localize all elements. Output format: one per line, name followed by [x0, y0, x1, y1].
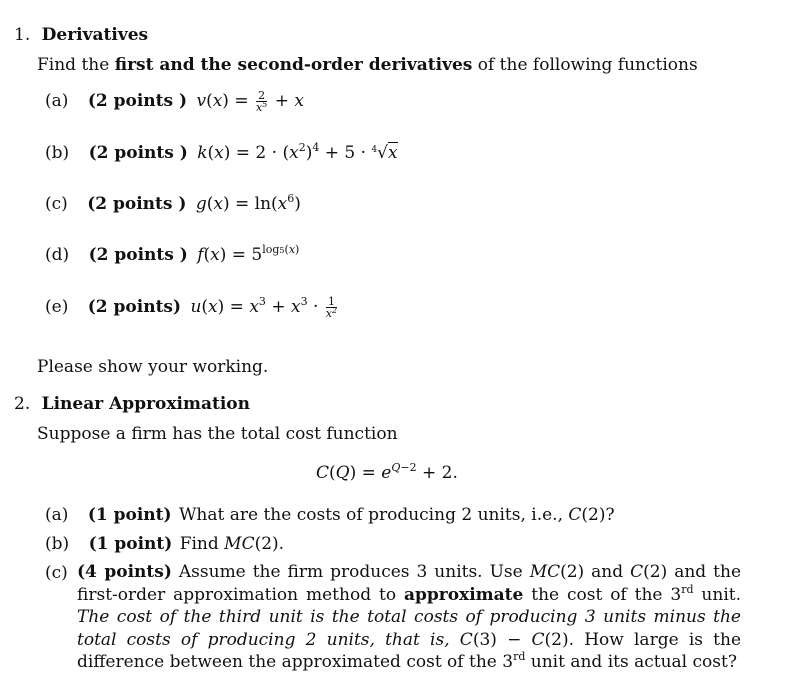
section-2-number: 2. [14, 394, 31, 414]
item-label: (a) [45, 505, 69, 525]
item-label: (c) [45, 194, 68, 214]
section-2-heading [14, 393, 250, 415]
item-expression: v(x) = $\frac{2}{x^5}$ + x [196, 89, 304, 114]
section-1-title: Derivatives [41, 25, 149, 45]
item-points: (2 points ) [88, 143, 188, 163]
question-2b [45, 533, 284, 555]
section-2-intro: Suppose a firm has the total cost function [37, 424, 398, 444]
item-label: (b) [45, 534, 70, 554]
question-1d [45, 244, 299, 266]
item-points: (2 points ) [87, 194, 187, 214]
item-points: (1 point) [88, 534, 173, 554]
item-points: (2 points ) [88, 245, 188, 265]
question-2c-label [45, 562, 68, 584]
intro-start: Find the [37, 55, 115, 75]
section-1-footer: Please show your working. [37, 357, 269, 377]
question-1b [45, 142, 398, 164]
item-label: (a) [45, 91, 69, 111]
item-points: (2 points ) [87, 91, 188, 111]
item-points: (1 point) [87, 505, 172, 525]
question-1e [45, 296, 339, 319]
item-label: (b) [45, 143, 70, 163]
item-expression: $f(x) = 5^{log5(x)}$ [197, 243, 300, 265]
item-text: Assume the firm produces 3 units. Use MC(2) and C(2) and the first-order approximation method to approximate the cost of the 3rd unit. The cost of the third unit is the total costs of producing 3 units minus the total costs of producing 2 units, that is, C(3) − C(2). How large is the difference between the approximated cost of the 3rd unit and its actual cost? [77, 562, 742, 672]
item-label: (c) [45, 563, 68, 583]
item-points: (2 points) [87, 297, 182, 317]
question-1a [45, 90, 304, 113]
item-text: Find MC(2). [179, 534, 285, 554]
intro-end: of the following functions [472, 55, 698, 75]
section-2-title: Linear Approximation [41, 394, 250, 414]
intro-bold: first and the second-order derivatives [114, 55, 473, 75]
question-2c [77, 561, 741, 674]
item-expression: $g(x) = \ln(x^6)$ [195, 192, 301, 214]
item-points: (4 points) [77, 562, 172, 582]
item-label: (d) [45, 245, 70, 265]
question-1c [45, 193, 301, 215]
item-text: What are the costs of producing 2 units, i.e., C(2)? [178, 505, 615, 525]
section-1-intro [37, 54, 698, 76]
question-2a [45, 504, 615, 526]
section-1-heading [14, 24, 148, 46]
section-1-number: 1. [14, 25, 31, 45]
item-label: (e) [45, 297, 69, 317]
item-expression: $u(x) = x^3 + x^3$ · $\frac{1}{x^2}$ [190, 295, 338, 320]
item-expression: $k(x) = 2 \cdot (x^2)^4 + 5 \cdot ^4√x$ [197, 141, 398, 163]
cost-function-equation: $C(Q) = e^{Q-2} + 2$. [316, 461, 458, 483]
